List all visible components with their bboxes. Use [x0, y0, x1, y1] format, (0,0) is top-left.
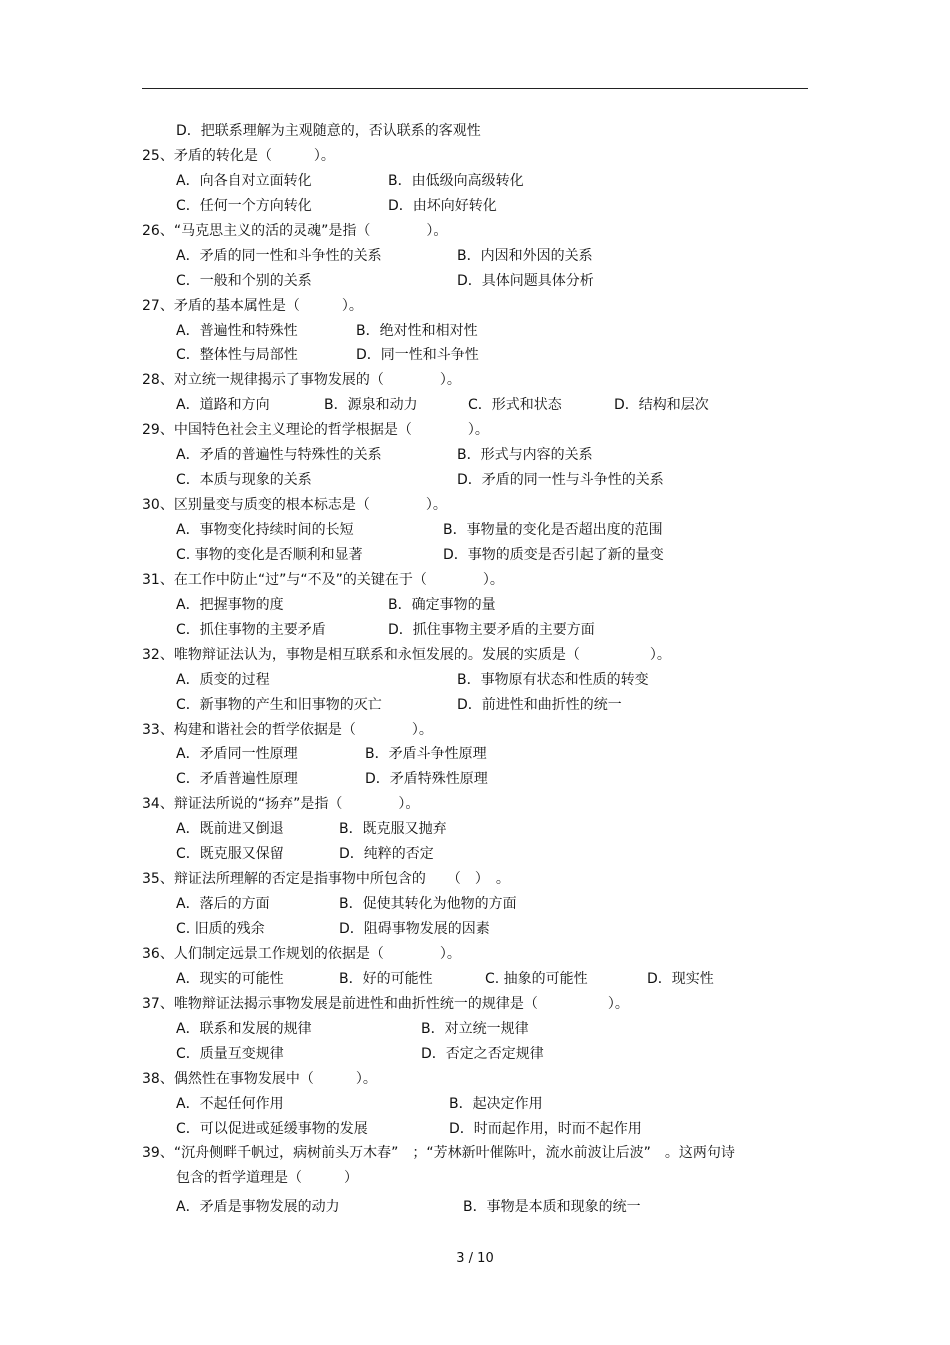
option-c: C．可以促进或延缓事物的发展 — [176, 1120, 368, 1137]
question-stem — [0, 418, 950, 443]
option-b: B．事物原有状态和性质的转变 — [457, 671, 649, 688]
option-row — [0, 518, 950, 543]
option-row — [0, 169, 950, 194]
option-row — [0, 443, 950, 468]
question-stem — [0, 718, 950, 743]
option-row — [0, 693, 950, 718]
question-text: 区别量变与质变的根本标志是（ ）。 — [173, 497, 447, 514]
option-c: C．本质与现象的关系 — [176, 472, 312, 489]
option-a: A．不起任何作用 — [176, 1095, 284, 1112]
option-c: C．一般和个别的关系 — [176, 272, 312, 289]
option-c: C．抓住事物的主要矛盾 — [176, 621, 326, 638]
option-b: B．对立统一规律 — [421, 1020, 529, 1037]
question-text: 对立统一规律揭示了事物发展的（ ）。 — [173, 372, 461, 389]
option-b: B．事物量的变化是否超出度的范围 — [443, 522, 663, 538]
option-d: D．否定之否定规律 — [421, 1045, 544, 1062]
option-b: B．确定事物的量 — [388, 596, 496, 613]
option-d: D．矛盾的同一性与斗争性的关系 — [457, 472, 664, 489]
question-stem — [0, 867, 950, 892]
option-a: A．事物变化持续时间的长短 — [176, 522, 354, 538]
option-b: B．事物是本质和现象的统一 — [463, 1199, 641, 1216]
option-c: C．既克服又保留 — [176, 846, 284, 863]
question-stem — [0, 1067, 950, 1092]
question-stem — [0, 942, 950, 967]
option-d: D．前进性和曲折性的统一 — [457, 696, 622, 713]
option-a: A．现实的可能性 — [176, 970, 284, 987]
option-row — [0, 1017, 950, 1042]
question-text: 辩证法所说的“扬弃”是指（ ）。 — [173, 796, 420, 813]
option-row — [0, 1191, 950, 1220]
option-row — [0, 742, 950, 767]
option-a: A．质变的过程 — [176, 671, 270, 688]
option-d: D．事物的质变是否引起了新的量变 — [443, 546, 664, 563]
option-b: B．促使其转化为他物的方面 — [339, 896, 517, 913]
question-stem — [0, 792, 950, 817]
option-c: C．整体性与局部性 — [176, 347, 298, 364]
option-row — [0, 1042, 950, 1067]
question-number: 35、 — [142, 871, 174, 888]
page-number: 3 / 10 — [456, 1251, 494, 1266]
question-stem — [0, 643, 950, 668]
question-text: “沉舟侧畔千帆过，病树前头万木春” ；“芳林新叶催陈叶，流水前波让后波” 。这两句诗 — [173, 1145, 735, 1162]
option-row — [0, 668, 950, 693]
option-d: D．同一性和斗争性 — [356, 347, 479, 364]
option-b: B．形式与内容的关系 — [457, 447, 593, 464]
option-row — [0, 593, 950, 618]
option-b: B．内因和外因的关系 — [457, 247, 593, 264]
option-a: A．把握事物的度 — [176, 596, 284, 613]
option-b: B．好的可能性 — [339, 970, 433, 987]
question-text: 中国特色社会主义理论的哲学根据是（ ）。 — [173, 422, 489, 439]
option-c: C．形式和状态 — [468, 397, 562, 414]
question-text: 唯物辩证法认为，事物是相互联系和永恒发展的。发展的实质是（ ）。 — [173, 646, 671, 663]
option-row — [0, 194, 950, 219]
question-text: 偶然性在事物发展中（ ）。 — [173, 1070, 377, 1087]
option-b: B．既克服又抛弃 — [339, 821, 447, 838]
option-a: A．矛盾是事物发展的动力 — [176, 1199, 340, 1216]
question-list — [0, 119, 950, 1220]
question-number: 27、 — [142, 297, 174, 314]
option-c: C. 事物的变化是否顺利和显著 — [176, 546, 363, 563]
option-d: D．具体问题具体分析 — [457, 272, 594, 289]
option-row — [0, 842, 950, 867]
question-stem — [0, 368, 950, 393]
question-number: 31、 — [142, 571, 174, 588]
option-b: B．矛盾斗争性原理 — [365, 746, 487, 763]
option-d: D．把联系理解为主观随意的，否认联系的客观性 — [176, 123, 481, 139]
option-c: C．任何一个方向转化 — [176, 197, 312, 214]
option-d: D．现实性 — [647, 970, 714, 987]
option-row — [0, 917, 950, 942]
option-row — [0, 618, 950, 643]
option-a: A．矛盾的同一性和斗争性的关系 — [176, 247, 382, 264]
question-number: 39、 — [142, 1145, 174, 1162]
question-number: 38、 — [142, 1070, 174, 1087]
question-text: 人们制定远景工作规划的依据是（ ）。 — [173, 945, 461, 962]
option-b: B．源泉和动力 — [324, 397, 418, 414]
option-row — [0, 1117, 950, 1142]
option-d: D．矛盾特殊性原理 — [365, 771, 488, 788]
option-c: C. 旧质的残余 — [176, 921, 265, 937]
option-row — [0, 393, 950, 418]
question-number: 37、 — [142, 995, 174, 1012]
option-a: A．矛盾同一性原理 — [176, 746, 298, 763]
question-number: 29、 — [142, 422, 174, 439]
option-row — [0, 468, 950, 493]
option-a: A．矛盾的普遍性与特殊性的关系 — [176, 447, 382, 464]
question-number: 28、 — [142, 372, 174, 389]
question-stem — [0, 144, 950, 169]
option-row — [0, 967, 950, 992]
option-a: A．联系和发展的规律 — [176, 1020, 312, 1037]
question-text: 矛盾的转化是（ ）。 — [173, 147, 335, 164]
option-row — [0, 817, 950, 842]
option-row — [0, 892, 950, 917]
question-stem — [0, 992, 950, 1017]
option-a: A．落后的方面 — [176, 896, 270, 913]
question-text: 矛盾的基本属性是（ ）。 — [173, 297, 363, 314]
option-c: C．质量互变规律 — [176, 1045, 284, 1062]
option-a: A．普遍性和特殊性 — [176, 322, 298, 339]
question-number: 36、 — [142, 945, 174, 962]
question-stem — [0, 493, 950, 518]
question-text: 在工作中防止“过”与“不及”的关键在于（ ）。 — [173, 571, 504, 588]
question-stem — [0, 219, 950, 244]
option-d: D．抓住事物主要矛盾的主要方面 — [388, 621, 595, 638]
question-number: 33、 — [142, 721, 174, 738]
option-row — [0, 543, 950, 568]
question-number: 34、 — [142, 796, 174, 813]
question-stem — [0, 1141, 950, 1166]
question-number: 26、 — [142, 222, 174, 239]
option-b: B．由低级向高级转化 — [388, 172, 524, 189]
option-c: C．矛盾普遍性原理 — [176, 771, 298, 788]
question-text: 唯物辩证法揭示事物发展是前进性和曲折性统一的规律是（ ）。 — [173, 995, 629, 1012]
option-c: C. 抽象的可能性 — [485, 970, 588, 987]
question-number: 30、 — [142, 497, 174, 514]
option-d: D．时而起作用，时而不起作用 — [449, 1120, 642, 1137]
question-stem — [0, 568, 950, 593]
question-number: 32、 — [142, 646, 174, 663]
question-text: “马克思主义的活的灵魂”是指（ ）。 — [173, 222, 448, 239]
option-a: A．既前进又倒退 — [176, 821, 284, 838]
question-text: 构建和谐社会的哲学依据是（ ）。 — [173, 721, 433, 738]
option-row — [0, 319, 950, 344]
option-row — [0, 343, 950, 368]
option-a: A．道路和方向 — [176, 397, 270, 414]
option-row — [0, 767, 950, 792]
question-stem — [0, 294, 950, 319]
option-a: A．向各自对立面转化 — [176, 172, 312, 189]
question-number: 25、 — [142, 147, 174, 164]
option-d: D．由坏向好转化 — [388, 197, 497, 214]
option-row — [0, 244, 950, 269]
option-row — [0, 269, 950, 294]
option-d: D．阻碍事物发展的因素 — [339, 921, 490, 937]
option-b: B．起决定作用 — [449, 1095, 543, 1112]
option-d: D．结构和层次 — [614, 397, 709, 414]
header-rule — [142, 88, 808, 89]
option-c: C．新事物的产生和旧事物的灭亡 — [176, 696, 382, 713]
question-text-continued: 包含的哲学道理是（ ） — [176, 1170, 358, 1187]
option-d: D．纯粹的否定 — [339, 846, 434, 863]
option-row — [0, 1092, 950, 1117]
option-b: B．绝对性和相对性 — [356, 322, 478, 339]
option-row — [0, 119, 950, 144]
question-text: 辩证法所理解的否定是指事物中所包含的 （ ） 。 — [173, 871, 510, 888]
